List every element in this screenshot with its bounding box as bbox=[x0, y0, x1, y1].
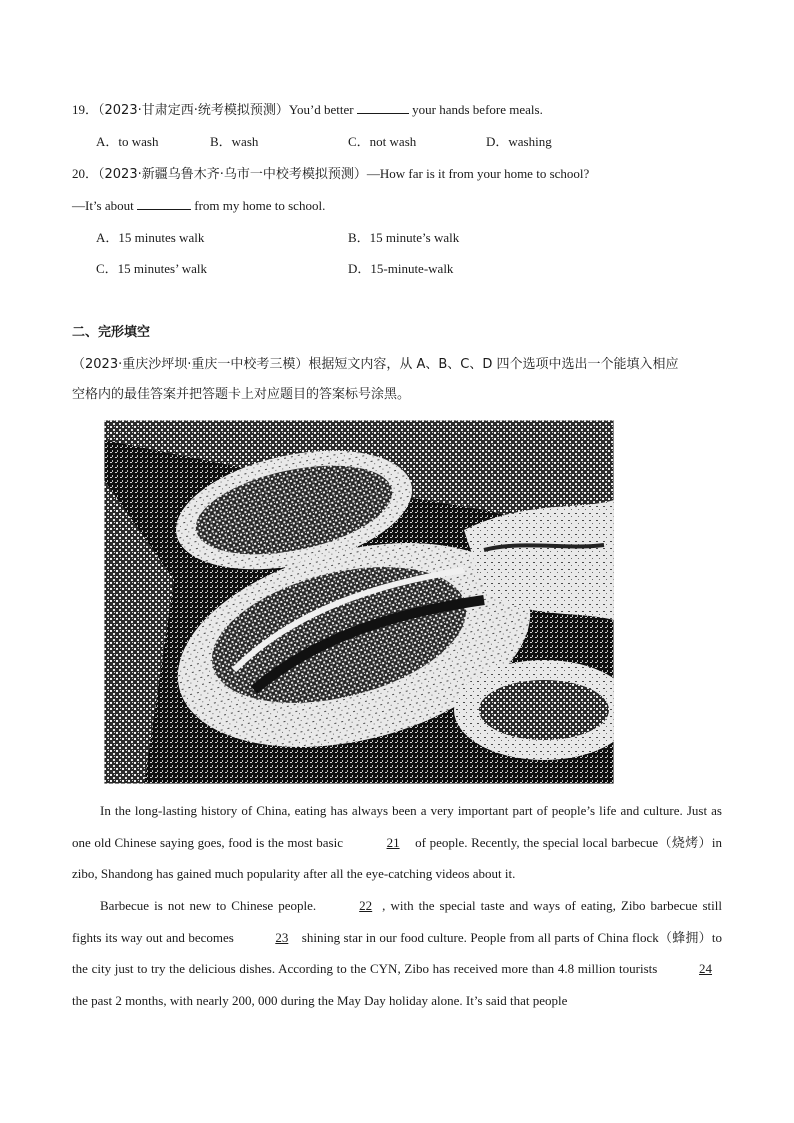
question-20-option-c: C．15 minutes’ walk bbox=[96, 261, 207, 276]
section-heading: 二、完形填空 bbox=[72, 325, 151, 340]
question-20-stem-line2: —It’s about from my home to school. bbox=[72, 198, 326, 213]
question-19-option-c: C．not wash bbox=[348, 134, 417, 149]
question-19-option-b: B．wash bbox=[210, 134, 259, 149]
section-instruction-line1: （2023·重庆沙坪坝·重庆一中校考三模）根据短文内容，从 A、B、C、D 四个选项中选出一个能填入相应 bbox=[72, 357, 679, 372]
section-instruction-line2: 空格内的最佳答案并把答题卡上对应题目的答案标号涂黑。 bbox=[72, 387, 411, 402]
blank-22: 22 bbox=[359, 898, 373, 913]
barbecue-image bbox=[104, 420, 614, 784]
stem-text: —How far is it from your home to school? bbox=[366, 166, 590, 181]
question-19-option-d: D．washing bbox=[486, 134, 552, 149]
question-19-stem bbox=[72, 101, 543, 120]
question-20-option-b: B．15 minute’s walk bbox=[348, 230, 460, 245]
blank-21: 21 bbox=[386, 834, 400, 850]
blank-23: 23 bbox=[275, 929, 289, 945]
answer-blank bbox=[357, 101, 409, 114]
barbecue-photo bbox=[104, 420, 614, 784]
question-number: 20． bbox=[72, 166, 99, 181]
question-19-option-a: A．to wash bbox=[96, 134, 159, 149]
passage-paragraph-1: In the long-lasting history of China, eating has always been a very important part of people’s life and culture. Just as one old Chinese saying goes, food is the most basic 21 of people. Recently, the special local barbecue（烧烤）in zibo, Shandong has gained much popularity after all the eye-catching videos about it. bbox=[72, 803, 722, 881]
answer-blank bbox=[137, 197, 191, 210]
passage-paragraph-2: Barbecue is not new to Chinese people. 22 , with the special taste and ways of eating, Zibo barbecue still fights its way out and becomes 23 shining star in our food culture. People from all parts of China flock（蜂拥）to the city just to try the delicious dishes. According to the CYN, Zibo has received more than 4.8 million tourists 24 the past 2 months, with nearly 200, 000 during the May Day holiday alone. It’s said that people bbox=[72, 890, 722, 1016]
question-source: （2023·甘肃定西·统考模拟预测） bbox=[98, 103, 289, 118]
stem-text: your hands before meals. bbox=[412, 102, 543, 117]
question-20-stem bbox=[72, 165, 589, 184]
blank-24: 24 bbox=[699, 961, 713, 976]
question-20-option-d: D．15-minute-walk bbox=[348, 261, 454, 276]
question-20-option-a: A．15 minutes walk bbox=[96, 230, 205, 245]
question-source: （2023·新疆乌鲁木齐·乌市一中校考模拟预测） bbox=[98, 167, 367, 182]
stem-text: You’d better bbox=[288, 102, 354, 117]
question-number: 19． bbox=[72, 102, 99, 117]
